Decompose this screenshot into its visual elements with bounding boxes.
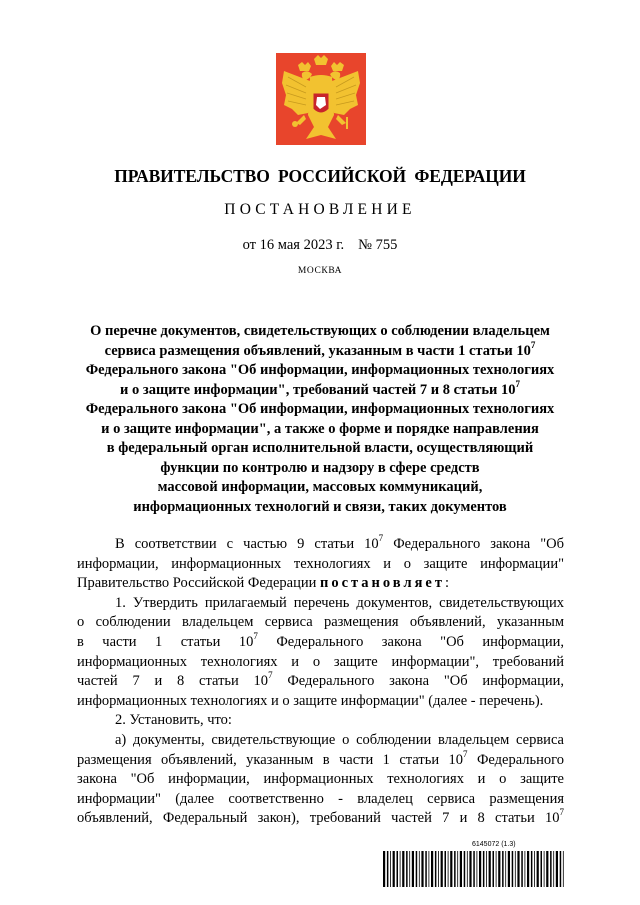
date-line bbox=[0, 237, 640, 254]
heading-line: массовой информации, массовых коммуникаций, bbox=[157, 479, 483, 495]
paragraph-item-1: 1. Утвердить прилагаемый перечень документов, свидетельствующих о соблюдении владельцем сервиса размещения объявлений, указанным в части 1 статьи $10^7$ Федерального закона "Об информации, информационных технологиях и о защите информации", требований частей 7 и 8 статьи $10^7$ Федерального закона "Об информации, информационных технологиях и о защите информации" (далее - перечень). bbox=[77, 594, 564, 709]
heading-line: сервиса размещения объявлений, указанным в части 1 статьи $10^7$ bbox=[104, 339, 536, 359]
heading-line: Федерального закона "Об информации, информационных технологиях bbox=[85, 401, 555, 417]
barcode-caption: 6145072 (1.3) bbox=[472, 841, 516, 848]
heading-line: О перечне документов, свидетельствующих о соблюдении владельцем bbox=[90, 323, 550, 339]
heading-line: и о защите информации", а также о форме и порядке направления bbox=[101, 420, 539, 437]
city-name: МОСКВА bbox=[297, 266, 343, 276]
paragraph-item-2a: а) документы, свидетельствующие о соблюдении владельцем сервиса размещения объявлений, указанным в части 1 статьи $10^7$ Федерального закона "Об информации, информационных технологиях и о защите информации" (далее соответственно - владелец сервиса размещения объявлений, Федеральный закон), требований частей 7 и 8 статьи $10^7$ bbox=[77, 731, 564, 827]
decree-heading bbox=[60, 322, 580, 517]
heading-line: информационных технологий и связи, таких документов bbox=[133, 498, 507, 515]
heading-line: функции по контролю и надзору в сфере средств bbox=[160, 459, 480, 476]
government-title: ПРАВИТЕЛЬСТВО РОССИЙСКОЙ ФЕДЕРАЦИИ bbox=[114, 166, 526, 186]
decree-number: № 755 bbox=[358, 237, 398, 253]
decree-date: от 16 мая 2023 г. bbox=[242, 237, 345, 253]
barcode-icon bbox=[383, 851, 566, 887]
paragraph-preamble: В соответствии с частью 9 статьи $10^7$ Федерального закона "Об информации, информационных технологиях и о защите информации" Правительство Российской Федерации постановляет: bbox=[77, 533, 564, 592]
decree-body bbox=[77, 535, 564, 829]
heading-line: в федеральный орган исполнительной власти, осуществляющий bbox=[106, 440, 534, 456]
paragraph-item-2: 2. Установить, что: bbox=[115, 712, 232, 729]
heading-line: Федерального закона "Об информации, информационных технологиях bbox=[85, 362, 555, 378]
document-type: ПОСТАНОВЛЕНИЕ bbox=[224, 201, 416, 218]
heading-line: и о защите информации", требований частей 7 и 8 статьи $10^7$ bbox=[120, 378, 520, 398]
resolves-word: постановляет bbox=[319, 575, 445, 592]
coat-of-arms-icon bbox=[276, 53, 366, 145]
